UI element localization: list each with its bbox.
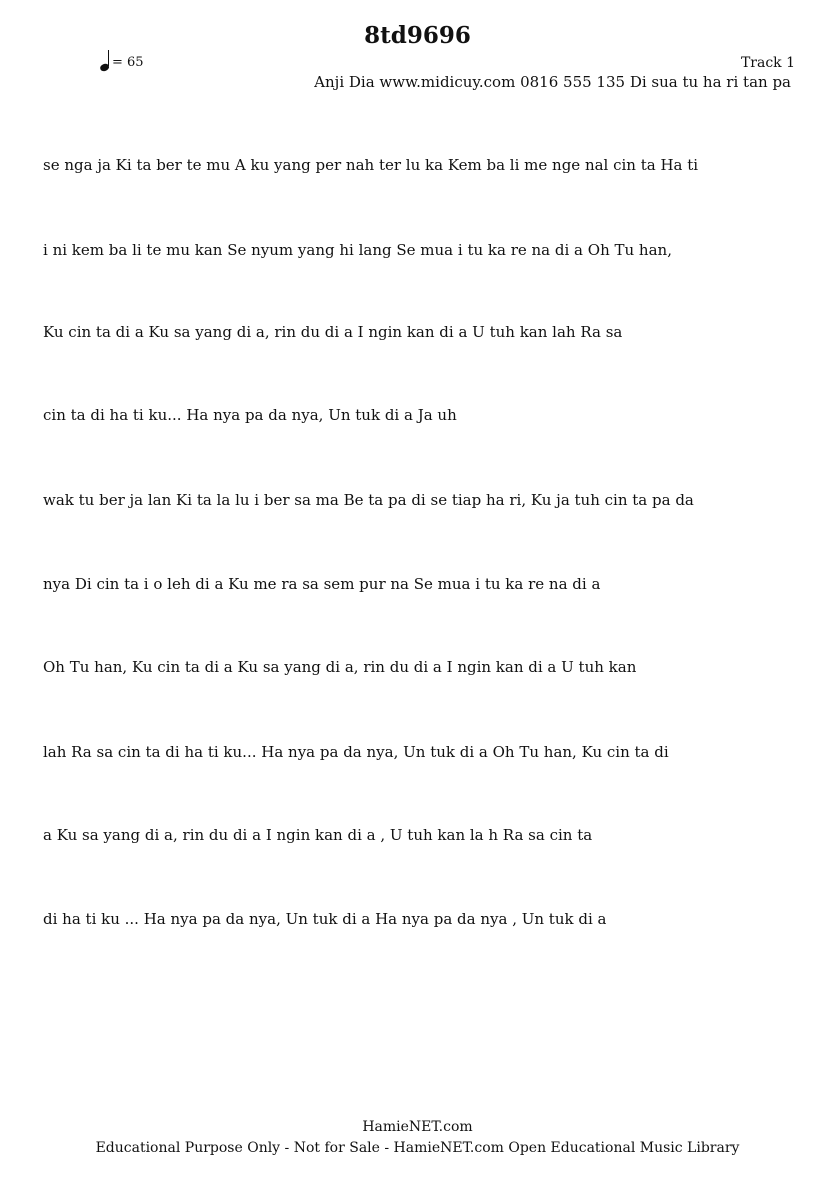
lyric-line: lah Ra sa cin ta di ha ti ku... Ha nya pa da nya, Un tuk di a Oh Tu han, Ku cin ta di	[43, 743, 669, 761]
lyric-line: nya Di cin ta i o leh di a Ku me ra sa sem pur na Se mua i tu ka re na di a	[43, 575, 601, 593]
tempo-value: = 65	[112, 55, 144, 70]
lyric-line: di ha ti ku ... Ha nya pa da nya, Un tuk di a Ha nya pa da nya , Un tuk di a	[43, 910, 607, 928]
lyric-line: cin ta di ha ti ku... Ha nya pa da nya, Un tuk di a Ja uh	[43, 406, 457, 424]
lyric-line: Anji Dia www.midicuy.com 0816 555 135 Di sua tu ha ri tan pa	[314, 73, 791, 91]
lyric-line: wak tu ber ja lan Ki ta la lu i ber sa ma Be ta pa di se tiap ha ri, Ku ja tuh cin ta pa da	[43, 491, 694, 509]
lyric-line: Oh Tu han, Ku cin ta di a Ku sa yang di a, rin du di a I ngin kan di a U tuh kan	[43, 658, 637, 676]
quarter-note-icon	[100, 50, 110, 70]
footer-disclaimer: Educational Purpose Only - Not for Sale - HamieNET.com Open Educational Music Library	[95, 1140, 740, 1156]
page-title: 8td9696	[364, 22, 471, 49]
lyric-line: se nga ja Ki ta ber te mu A ku yang per nah ter lu ka Kem ba li me nge nal cin ta Ha ti	[43, 156, 699, 174]
tempo-marking	[100, 50, 144, 70]
track-label: Track 1	[740, 55, 795, 71]
lyric-line: i ni kem ba li te mu kan Se nyum yang hi lang Se mua i tu ka re na di a Oh Tu han,	[43, 241, 672, 259]
footer-site: HamieNET.com	[362, 1119, 473, 1135]
lyric-line: Ku cin ta di a Ku sa yang di a, rin du di a I ngin kan di a U tuh kan lah Ra sa	[43, 323, 623, 341]
lyric-line: a Ku sa yang di a, rin du di a I ngin kan di a , U tuh kan la h Ra sa cin ta	[43, 826, 593, 844]
